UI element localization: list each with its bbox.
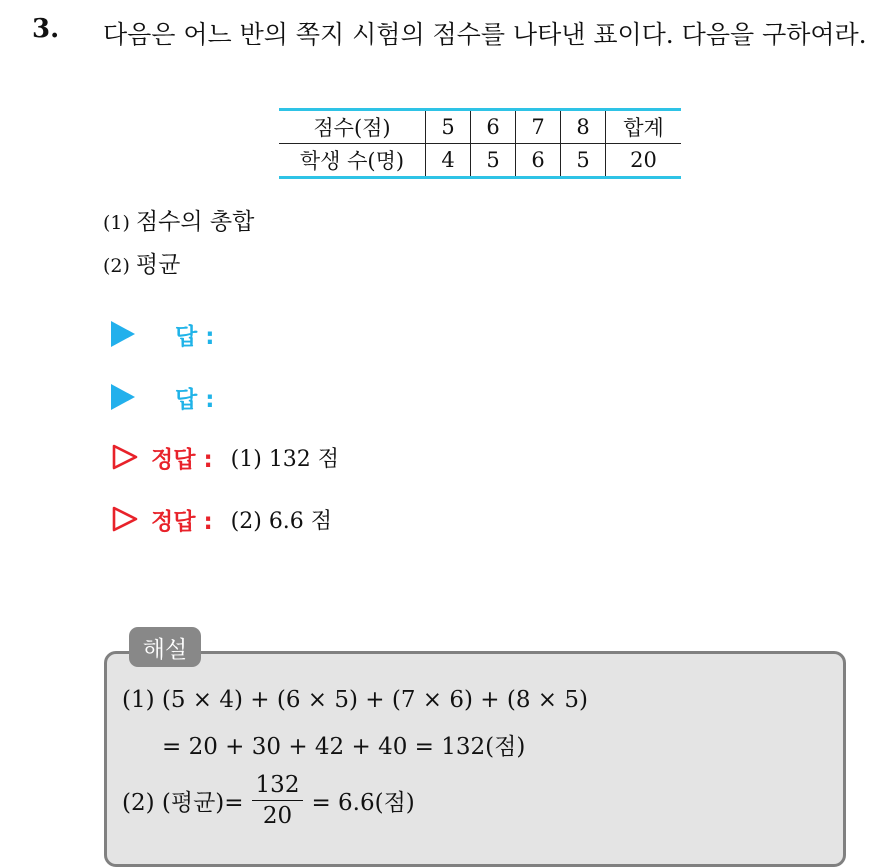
table-row: [279, 144, 681, 178]
solution-line-3-prefix: (2) (평균)=: [122, 790, 244, 816]
table-cell: 합계: [606, 110, 682, 144]
table-cell: 7: [516, 110, 561, 144]
table-cell: 학생 수(명): [279, 144, 426, 178]
fraction-numerator: 132: [252, 770, 304, 801]
subquestion-text: 점수의 총합: [135, 209, 255, 235]
table-cell: 점수(점): [279, 110, 426, 144]
solution-tab: 해설: [129, 627, 201, 667]
solution-line-1: (1) (5 × 4) + (6 × 5) + (7 × 6) + (8 × 5): [122, 687, 588, 713]
question-text: 다음은 어느 반의 쪽지 시험의 점수를 나타낸 표이다. 다음을 구하여라.: [103, 20, 867, 49]
answer-line-2: [111, 377, 214, 417]
play-triangle-icon: [111, 321, 135, 347]
subquestion-number: (1): [103, 212, 130, 234]
table-cell: 5: [426, 110, 471, 144]
correct-value: (2) 6.6 점: [230, 508, 333, 534]
question-number: 3.: [32, 14, 60, 44]
answer-line-1: [111, 314, 214, 354]
correct-answer-2: [111, 499, 332, 539]
correct-label: 정답 :: [151, 508, 213, 535]
outline-triangle-icon: [111, 443, 139, 471]
table-cell: 5: [471, 144, 516, 178]
solution-line-3: [122, 770, 415, 831]
outline-triangle-icon: [111, 505, 139, 533]
solution-line-3-suffix: = 6.6(점): [311, 790, 415, 816]
table-cell: 6: [471, 110, 516, 144]
subquestion-text: 평균: [135, 252, 181, 278]
correct-value: (1) 132 점: [230, 446, 340, 472]
table-cell: 6: [516, 144, 561, 178]
table-cell: 8: [561, 110, 606, 144]
correct-label: 정답 :: [151, 446, 213, 473]
table-cell: 20: [606, 144, 682, 178]
answer-label: 답 :: [175, 386, 215, 413]
subquestion-number: (2): [103, 255, 130, 277]
score-table: [279, 108, 681, 179]
fraction-denominator: 20: [262, 803, 293, 829]
fraction: [252, 770, 304, 831]
solution-line-2: = 20 + 30 + 42 + 40 = 132(점): [162, 734, 526, 760]
table-header-row: [279, 110, 681, 144]
subquestion-2: [103, 246, 180, 279]
correct-answer-1: [111, 437, 339, 477]
play-triangle-icon: [111, 384, 135, 410]
answer-label: 답 :: [175, 323, 215, 350]
table-cell: 5: [561, 144, 606, 178]
subquestion-1: [103, 203, 254, 236]
table-cell: 4: [426, 144, 471, 178]
